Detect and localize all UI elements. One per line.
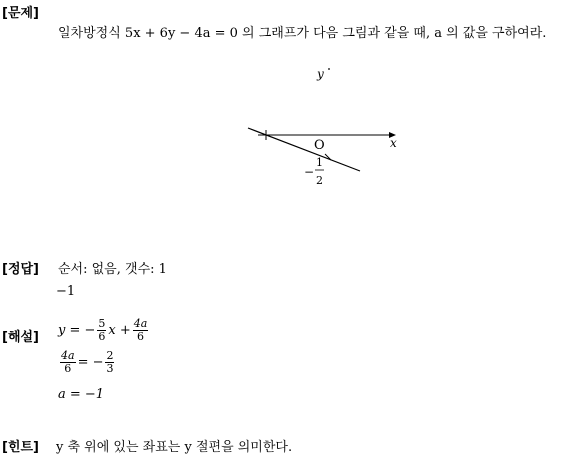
fraction-5-6: $\frac{5}{6}$: [98, 317, 106, 343]
fraction-4a-6: $\frac{4a}{6}$: [133, 317, 148, 343]
point-label-sign: −: [304, 165, 315, 179]
y-axis-label: y: [317, 67, 324, 81]
fraction-2-3: $\frac{2}{3}$: [106, 349, 114, 375]
solution-line-2: [58, 350, 116, 375]
solution-line-3: a = −1: [58, 387, 105, 402]
hint-text: y 축 위에 있는 좌표는 y 절편을 의미한다.: [56, 440, 293, 455]
y-axis-dot: [328, 68, 330, 70]
solution-line1-mid: x +: [108, 323, 131, 338]
origin-label: O: [314, 138, 325, 153]
point-label-numerator: 1: [316, 156, 323, 169]
problem-tag: [문제]: [2, 6, 39, 21]
answer-meta: 순서: 없음, 갯수: 1: [58, 262, 167, 277]
x-axis-label: x: [390, 136, 397, 150]
solution-line1-lhs: y = −: [58, 323, 96, 338]
point-label-denominator: 2: [316, 174, 323, 187]
solution-tag: [해설]: [2, 330, 39, 345]
problem-text: 일차방정식 5x + 6y − 4a = 0 의 그래프가 다음 그림과 같을 때, a 의 값을 구하여라.: [58, 26, 547, 41]
solution-line-1: [58, 318, 150, 343]
answer-tag: [정답]: [2, 262, 39, 277]
hint-tag: [힌트]: [2, 440, 39, 455]
answer-value: −1: [56, 284, 76, 299]
fraction-4a-6-lhs: $\frac{4a}{6}$: [61, 349, 75, 375]
solution-line2-mid: = −: [77, 355, 104, 370]
